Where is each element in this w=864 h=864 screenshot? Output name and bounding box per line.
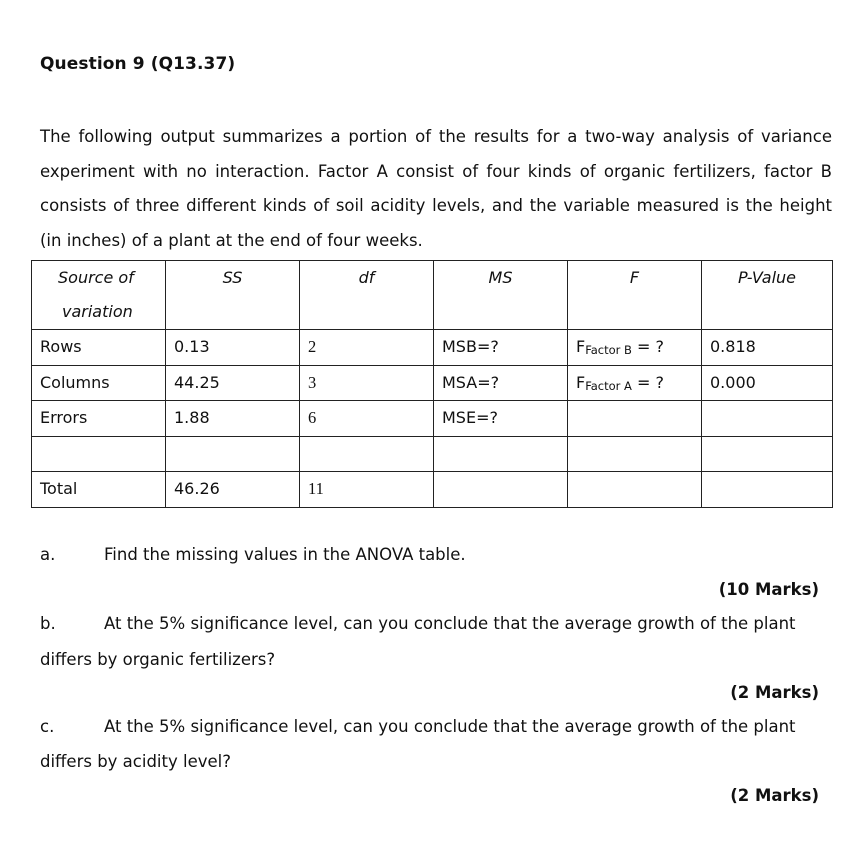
cell-pvalue: 0.000 xyxy=(702,365,833,401)
cell-df: 11 xyxy=(300,472,434,508)
cell-ss xyxy=(166,436,300,472)
cell-source: Rows xyxy=(32,330,166,366)
part-a-label: a. xyxy=(40,545,56,564)
cell-f xyxy=(568,436,702,472)
header-f: F xyxy=(568,261,702,330)
part-a-text: Find the missing values in the ANOVA table. xyxy=(104,545,466,564)
cell-ss: 1.88 xyxy=(166,401,300,437)
cell-df: 3 xyxy=(300,365,434,401)
header-pvalue: P-Value xyxy=(702,261,833,330)
header-ss: SS xyxy=(166,261,300,330)
part-c-text: At the 5% significance level, can you conclude that the average growth of the plant xyxy=(104,717,796,736)
cell-source: Total xyxy=(32,472,166,508)
f-subscript: Factor B xyxy=(585,343,632,357)
cell-source: Errors xyxy=(32,401,166,437)
header-source-line2: variation xyxy=(62,302,133,321)
anova-table xyxy=(31,260,833,508)
cell-ms xyxy=(434,436,568,472)
question-title: Question 9 (Q13.37) xyxy=(40,54,236,74)
cell-df xyxy=(300,436,434,472)
f-symbol: F xyxy=(576,372,586,392)
cell-ms: MSE=? xyxy=(434,401,568,437)
cell-df: 2 xyxy=(300,330,434,366)
cell-ms xyxy=(434,472,568,508)
header-df: df xyxy=(300,261,434,330)
header-ms: MS xyxy=(434,261,568,330)
part-b-continuation: differs by organic fertilizers? xyxy=(40,650,276,669)
part-c-continuation: differs by acidity level? xyxy=(40,752,231,771)
header-source-line1: Source of xyxy=(58,268,134,287)
table-row xyxy=(32,401,833,437)
part-c-marks: (2 Marks) xyxy=(730,786,819,805)
table-row xyxy=(32,472,833,508)
question-intro: The following output summarizes a portion of the results for a two-way analysis of variance experiment with no interaction. Factor A consist of four kinds of organic fertilizers, factor B consists of three different kinds of soil acidity levels, and the variable measured is the height (in inches) of a plant at the end of four weeks. xyxy=(40,127,832,250)
cell-f xyxy=(568,401,702,437)
part-c-label: c. xyxy=(40,717,55,736)
cell-source: Columns xyxy=(32,365,166,401)
part-b-text: At the 5% significance level, can you conclude that the average growth of the plant xyxy=(104,614,796,633)
f-symbol: F xyxy=(576,337,586,356)
cell-ss: 44.25 xyxy=(166,365,300,401)
table-row xyxy=(32,330,833,366)
cell-f xyxy=(568,365,702,401)
cell-pvalue: 0.818 xyxy=(702,330,833,366)
f-value: = ? xyxy=(631,372,665,392)
cell-source xyxy=(32,436,166,472)
cell-ss: 0.13 xyxy=(166,330,300,366)
part-b-label: b. xyxy=(40,614,56,633)
cell-pvalue xyxy=(702,436,833,472)
table-row xyxy=(32,436,833,472)
cell-ms: MSA=? xyxy=(434,365,568,401)
cell-pvalue xyxy=(702,401,833,437)
cell-f xyxy=(568,472,702,508)
cell-f xyxy=(568,330,702,366)
part-c xyxy=(0,710,864,744)
table-header-row xyxy=(32,261,833,330)
f-subscript: Factor A xyxy=(585,378,632,393)
table-row xyxy=(32,365,833,401)
cell-df: 6 xyxy=(300,401,434,437)
part-a-marks: (10 Marks) xyxy=(718,580,819,599)
cell-ss: 46.26 xyxy=(166,472,300,508)
cell-pvalue xyxy=(702,472,833,508)
part-a xyxy=(0,538,864,572)
f-value: = ? xyxy=(631,337,665,356)
part-b xyxy=(0,607,864,641)
header-source xyxy=(32,261,166,330)
cell-ms: MSB=? xyxy=(434,330,568,366)
part-b-marks: (2 Marks) xyxy=(730,683,819,702)
